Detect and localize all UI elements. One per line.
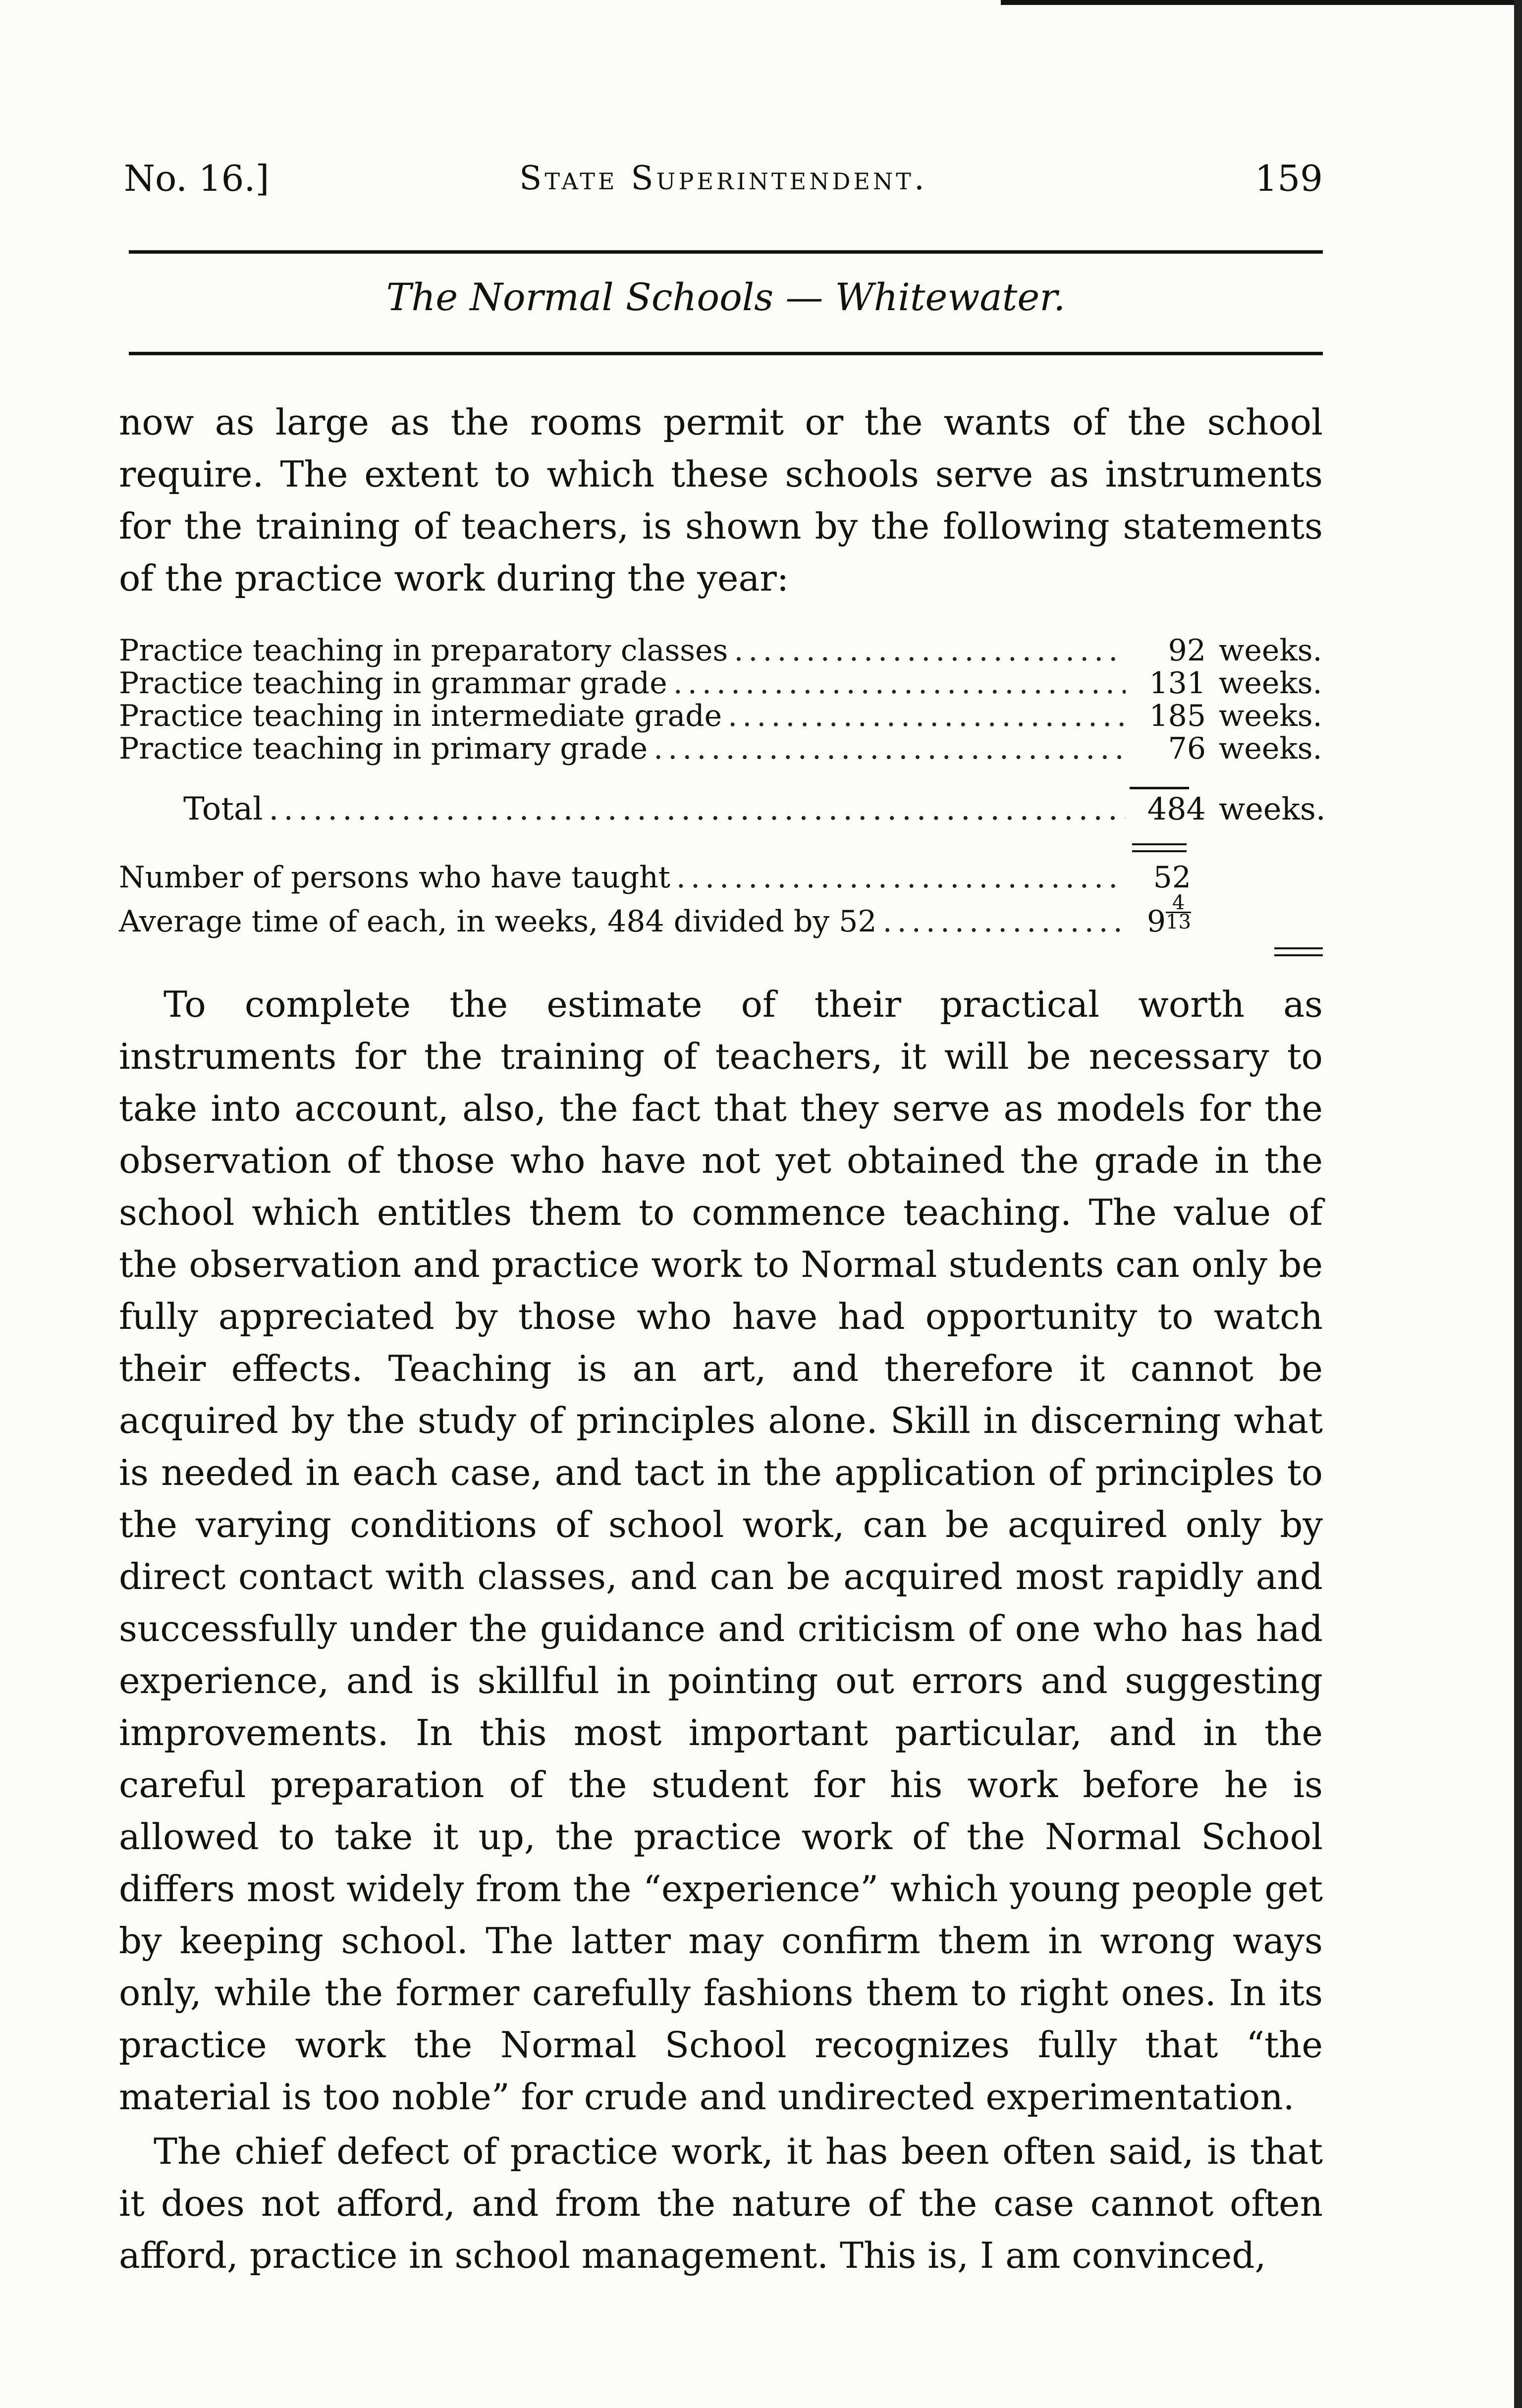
fraction-numerator: 4: [1172, 891, 1185, 914]
row-label: Practice teaching in intermediate grade: [119, 699, 722, 733]
double-rule-bottom: [1132, 850, 1187, 852]
double-rule-top: [1274, 947, 1323, 949]
double-rule-bottom: [1274, 954, 1323, 956]
leader-dots: [676, 861, 1126, 894]
leader-dots: [653, 732, 1126, 765]
row-label: Practice teaching in grammar grade: [119, 666, 667, 701]
leader-dots: [673, 667, 1126, 700]
summary-table: [119, 861, 1328, 938]
total-label: Total: [183, 791, 263, 827]
row-label: Practice teaching in preparatory classes: [119, 633, 728, 668]
running-header: [124, 149, 1323, 208]
row-label: Number of persons who have taught: [119, 860, 670, 895]
row-unit: weeks.: [1219, 731, 1322, 766]
header-rule-bottom: [129, 352, 1323, 355]
row-value: 52: [1153, 860, 1191, 895]
value-fraction: [1166, 891, 1191, 933]
row-value: 185: [1149, 699, 1206, 733]
paragraph-2: To complete the estimate of their practical worth as instruments for the training of teachers, it will be necessary to take into account, also, the fact that they serve as models for the observation of those who have not yet obtained the grade in the school which entitles them to commence teaching. The value of the observation and practice work to Normal students can only be fully appreciated by those who have had opportunity to watch their effects. Teaching is an art, and therefore it cannot be acquired by the study of principles alone. Skill in discerning what is needed in each case, and tact in the application of principles to the varying conditions of school work, can be acquired only by direct contact with classes, and can be acquired most rapidly and successfully under the guidance and criticism of one who has had experience, and is skillful in pointing out errors and suggesting improvements. In this most important particular, and in the careful preparation of the student for his work before he is allowed to take it up, the practice work of the Normal School differs most widely from the “experience” which young people get by keeping school. The latter may confirm them in wrong ways only, while the former carefully fashions them to right ones. In its practice work the Normal School recognizes fully that “the material is too noble” for crude and undirected experimentation.: [119, 984, 1323, 2118]
total-unit: weeks.: [1219, 791, 1326, 827]
paragraph-1: now as large as the rooms permit or the wants of the school require. The extent to which these schools serve as instruments for the training of teachers, is shown by the following statements of the practice work during the year:: [119, 401, 1323, 599]
running-title: State Superintendent.: [519, 159, 927, 197]
row-unit: weeks.: [1219, 666, 1322, 701]
double-rule-top: [1132, 843, 1187, 845]
practice-teaching-table: [119, 634, 1328, 765]
table-row: [119, 634, 1328, 667]
row-value: 131: [1149, 666, 1206, 701]
scan-edge-right: [1514, 0, 1522, 2408]
leader-dots: [734, 634, 1126, 667]
sum-rule: [1130, 787, 1189, 789]
document-number: No. 16.]: [124, 158, 270, 199]
fraction-denominator: 13: [1166, 911, 1191, 933]
table-row: [119, 667, 1328, 700]
page-number: 159: [1254, 158, 1323, 199]
scan-edge-top: [1001, 0, 1522, 5]
value-whole: 9: [1146, 904, 1166, 939]
table-row: [119, 700, 1328, 732]
table-row: [119, 891, 1328, 939]
row-label: Average time of each, in weeks, 484 divided by 52: [119, 904, 877, 939]
table-row: [183, 793, 1328, 825]
leader-dots: [883, 905, 1126, 938]
row-value: 92: [1168, 633, 1206, 668]
row-value: 76: [1168, 731, 1206, 766]
total-row: [183, 793, 1328, 825]
total-value: 484: [1147, 791, 1206, 827]
paragraph-3: The chief defect of practice work, it has been often said, is that it does not afford, and from the nature of the case cannot often afford, practice in school management. This is, I am convinced,: [119, 2131, 1323, 2276]
header-rule-top: [129, 250, 1323, 254]
row-label: Practice teaching in primary grade: [119, 731, 648, 766]
row-value: [1132, 891, 1191, 939]
section-title: The Normal Schools — Whitewater.: [386, 275, 1066, 319]
table-row: [119, 861, 1328, 894]
leader-dots: [269, 793, 1126, 825]
row-unit: weeks.: [1219, 699, 1322, 733]
leader-dots: [728, 700, 1126, 732]
row-unit: weeks.: [1219, 633, 1322, 668]
table-row: [119, 732, 1328, 765]
